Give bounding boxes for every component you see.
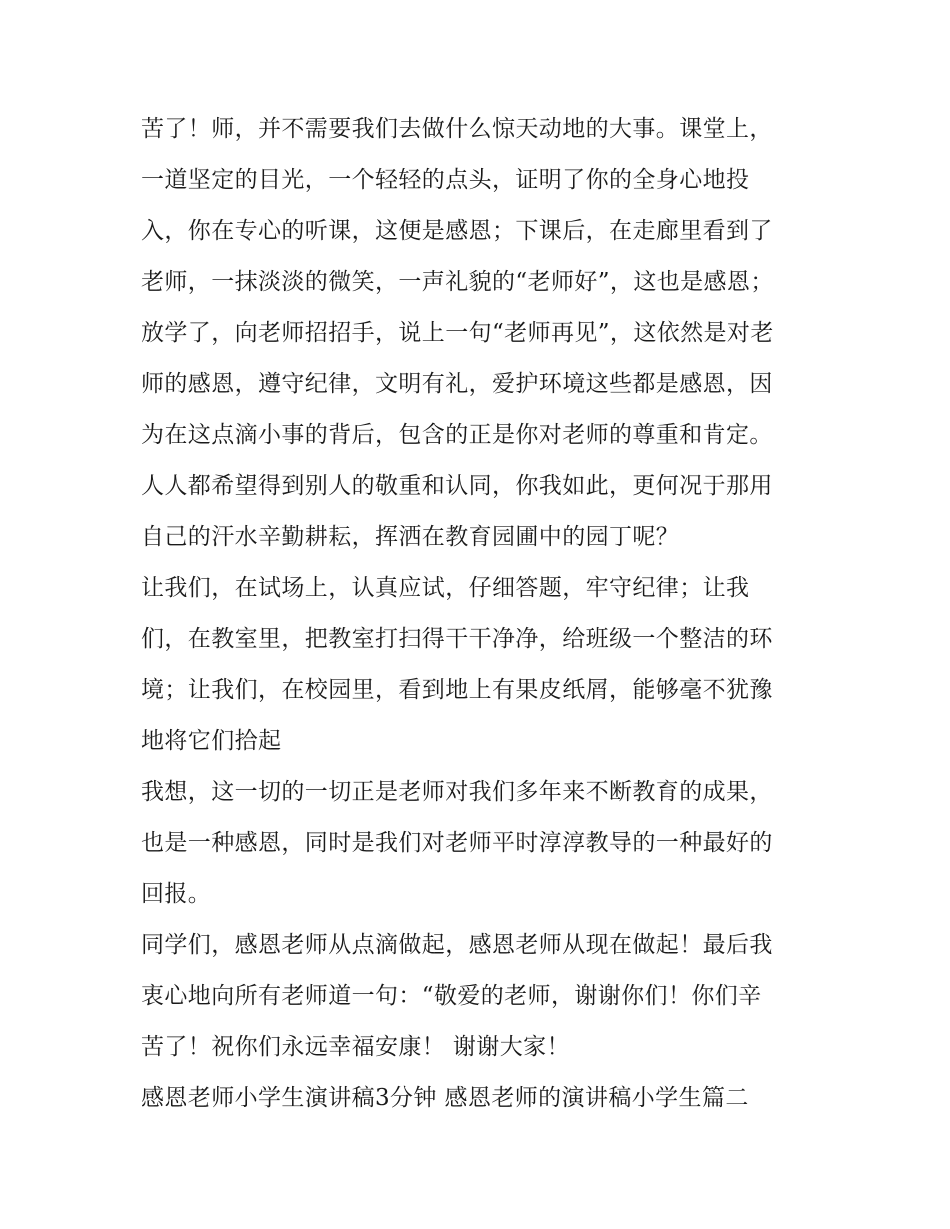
text-line: 入，你在专心的听课，这便是感恩；下课后，在走廊里看到了	[141, 218, 773, 244]
text-line: 境；让我们，在校园里，看到地上有果皮纸屑，能够毫不犹豫	[141, 677, 773, 703]
text-line: 放学了，向老师招招手，说上一句“老师再见”，这依然是对老	[141, 320, 774, 346]
text-line: 也是一种感恩，同时是我们对老师平时淳淳教导的一种最好的	[141, 830, 773, 856]
text-line: 老师，一抹淡淡的微笑，一声礼貌的“老师好”，这也是感恩；	[141, 269, 774, 295]
text-line: 自己的汗水辛勤耕耘，挥洒在教育园圃中的园丁呢？	[141, 524, 680, 550]
text-line: 师的感恩，遵守纪律，文明有礼，爱护环境这些都是感恩，因	[141, 371, 773, 397]
text-line: 人人都希望得到别人的敬重和认同，你我如此，更何况于那用	[141, 473, 773, 499]
text-line: 我想，这一切的一切正是老师对我们多年来不断教育的成果，	[141, 779, 773, 805]
text-line: 衷心地向所有老师道一句：“敬爱的老师，谢谢你们！你们辛	[141, 983, 762, 1009]
text-line: 一道坚定的目光，一个轻轻的点头，证明了你的全身心地投	[141, 167, 750, 193]
document-body	[141, 104, 821, 1124]
text-line: 为在这点滴小事的背后，包含的正是你对老师的尊重和肯定。	[141, 422, 773, 448]
text-line: 苦了！祝你们永远幸福安康！ 谢谢大家！	[141, 1034, 570, 1060]
text-line: 苦了！师，并不需要我们去做什么惊天动地的大事。课堂上，	[141, 116, 773, 142]
text-line: 让我们，在试场上，认真应试，仔细答题，牢守纪律；让我	[141, 575, 750, 601]
text-line: 同学们，感恩老师从点滴做起，感恩老师从现在做起！最后我	[141, 932, 773, 958]
text-line: 们，在教室里，把教室打扫得干干净净，给班级一个整洁的环	[141, 626, 773, 652]
text-line: 地将它们拾起	[141, 728, 282, 754]
text-line: 回报。	[141, 881, 212, 907]
section-heading: 感恩老师小学生演讲稿3分钟 感恩老师的演讲稿小学生篇二	[141, 1085, 749, 1111]
